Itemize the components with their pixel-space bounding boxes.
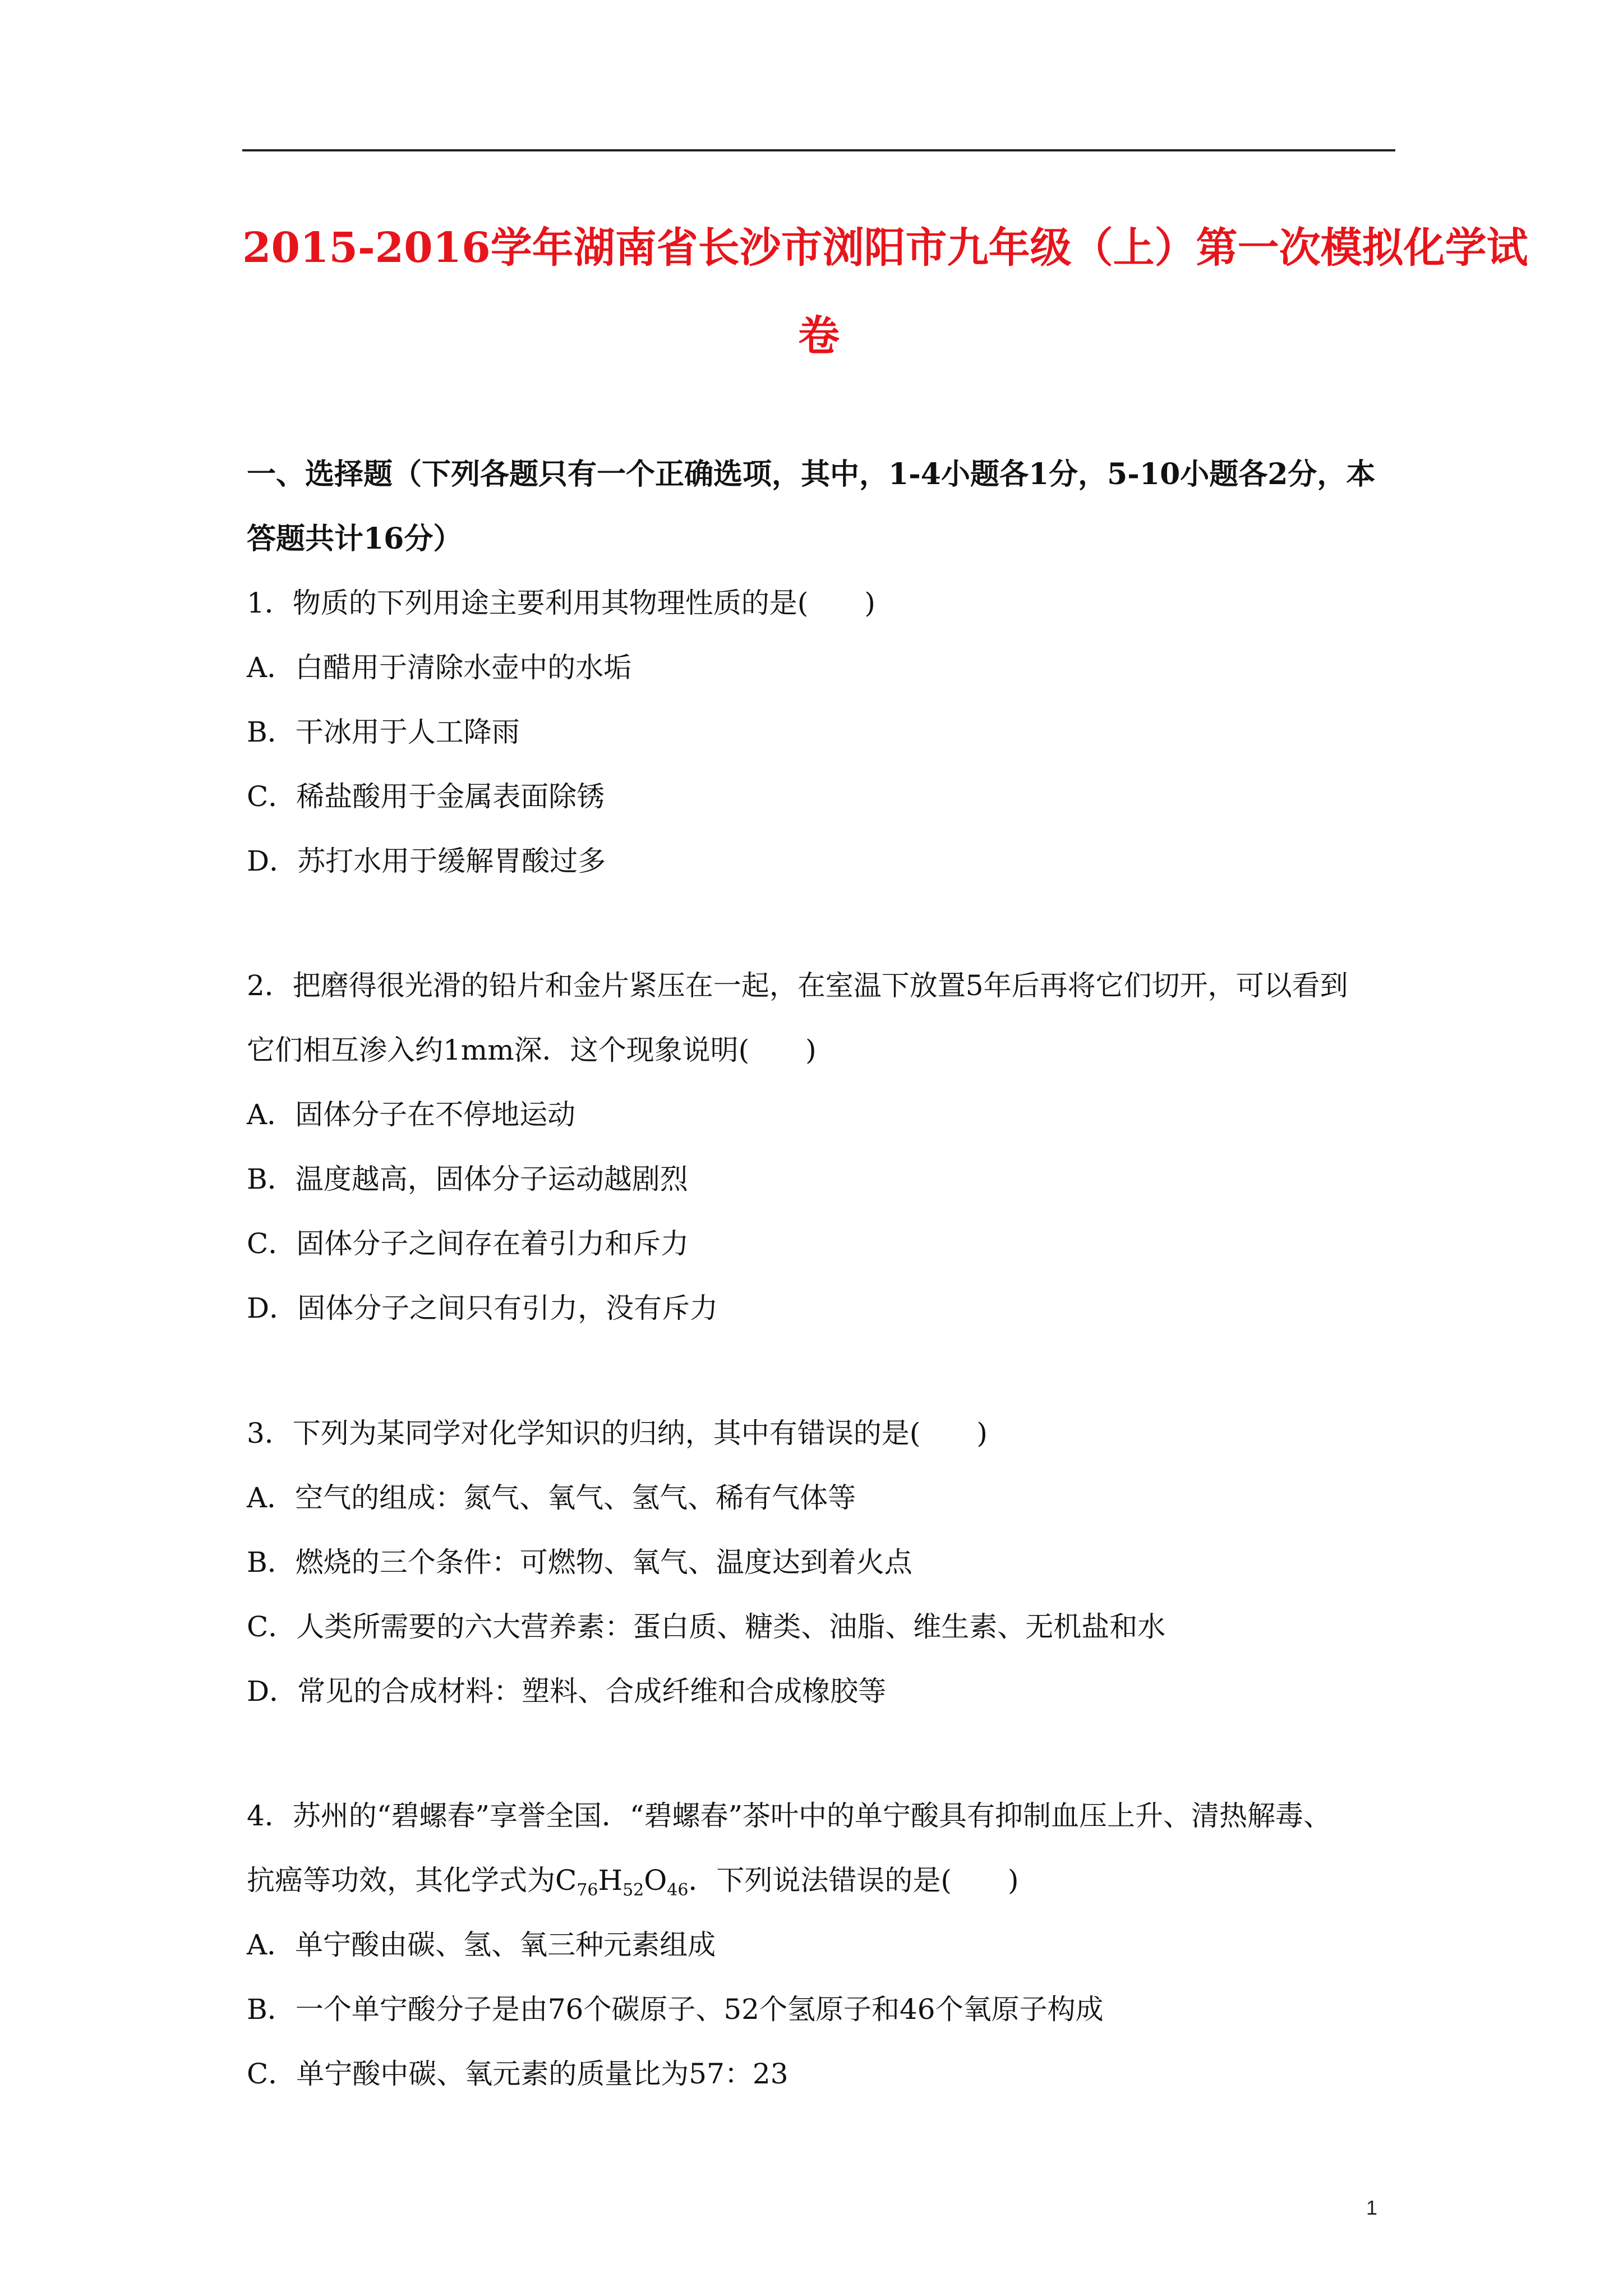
section-heading-line-2: 答题共计16分） <box>247 522 463 556</box>
question-4-stem-text-after: ．下列说法错误的是( ) <box>688 1864 1019 1897</box>
oxygen-subscript: 46 <box>667 1880 689 1900</box>
page-number: 1 <box>1366 2196 1378 2219</box>
question-1-option-c: C．稀盐酸用于金属表面除锈 <box>247 780 605 813</box>
question-3-option-d: D．常见的合成材料：塑料、合成纤维和合成橡胶等 <box>247 1675 887 1708</box>
header-rule <box>242 149 1395 151</box>
page-title-line-1: 2015-2016学年湖南省长沙市浏阳市九年级（上）第一次模拟化学试 <box>242 224 1528 272</box>
question-2-option-d: D．固体分子之间只有引力，没有斥力 <box>247 1292 718 1324</box>
question-3-stem: 3．下列为某同学对化学知识的归纳，其中有错误的是( ) <box>247 1417 988 1450</box>
question-3-option-c: C．人类所需要的六大营养素：蛋白质、糖类、油脂、维生素、无机盐和水 <box>247 1611 1166 1643</box>
question-3-option-a: A．空气的组成：氮气、氧气、氢气、稀有气体等 <box>247 1481 856 1514</box>
question-2-option-b: B．温度越高，固体分子运动越剧烈 <box>247 1163 688 1195</box>
question-4-stem-line-1: 4．苏州的“碧螺春”享誉全国．“碧螺春”茶叶中的单宁酸具有抑制血压上升、清热解毒、 <box>247 1800 1332 1832</box>
question-4-option-b: B．一个单宁酸分子是由76个碳原子、52个氢原子和46个氧原子构成 <box>247 1993 1104 2026</box>
section-heading-line-1: 一、选择题（下列各题只有一个正确选项，其中，1-4小题各1分，5-10小题各2分，本 <box>247 457 1376 491</box>
question-2-option-a: A．固体分子在不停地运动 <box>247 1098 576 1131</box>
hydrogen-subscript: 52 <box>623 1880 644 1900</box>
question-2-stem-line-1: 2．把磨得很光滑的铅片和金片紧压在一起，在室温下放置5年后再将它们切开，可以看到 <box>247 969 1348 1002</box>
question-4-stem-text-before: 抗癌等功效，其化学式为C <box>247 1864 577 1897</box>
question-2-stem-line-2: 它们相互渗入约1mm深．这个现象说明( ) <box>247 1034 817 1066</box>
oxygen-symbol: O <box>644 1864 667 1897</box>
question-1-option-a: A．白醋用于清除水壶中的水垢 <box>247 651 632 684</box>
question-4-option-a: A．单宁酸由碳、氢、氧三种元素组成 <box>247 1929 716 1961</box>
question-4-stem-line-2 <box>247 1864 1019 1900</box>
carbon-subscript: 76 <box>577 1880 598 1900</box>
question-4-option-c: C．单宁酸中碳、氧元素的质量比为57：23 <box>247 2058 789 2090</box>
question-1-stem: 1．物质的下列用途主要利用其物理性质的是( ) <box>247 587 875 619</box>
page-title-line-2: 卷 <box>798 312 840 360</box>
question-3-option-b: B．燃烧的三个条件：可燃物、氧气、温度达到着火点 <box>247 1546 912 1579</box>
question-2-option-c: C．固体分子之间存在着引力和斥力 <box>247 1227 689 1260</box>
question-1-option-b: B．干冰用于人工降雨 <box>247 716 520 748</box>
hydrogen-symbol: H <box>598 1864 623 1897</box>
question-1-option-d: D．苏打水用于缓解胃酸过多 <box>247 845 606 877</box>
